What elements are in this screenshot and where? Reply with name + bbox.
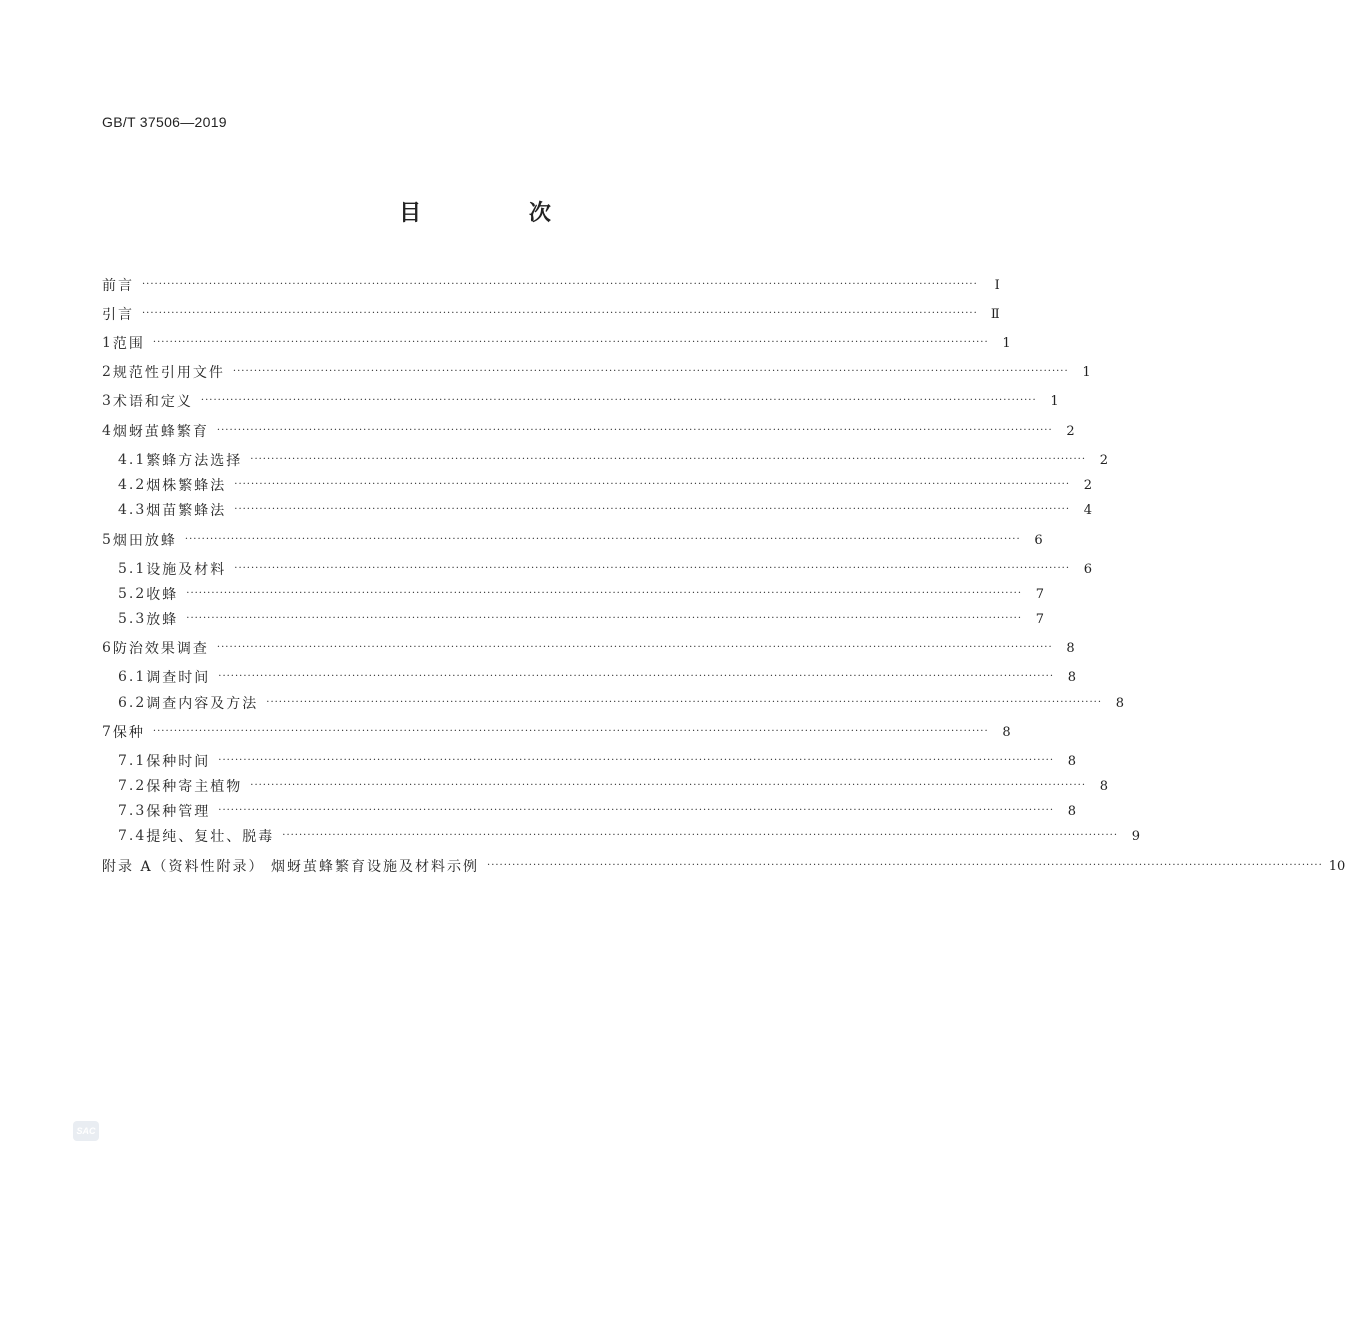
toc-entry-number: 5.2 bbox=[118, 586, 147, 602]
toc-entry-label: 保种管理 bbox=[146, 804, 211, 820]
toc-entry-label: 繁蜂方法选择 bbox=[146, 453, 243, 469]
leader-dots: ········································································································································································································ bbox=[142, 279, 978, 290]
toc-entry-number: 4.3 bbox=[118, 502, 147, 518]
leader-dots: ········································································································································································································ bbox=[232, 366, 1069, 377]
toc-entry-page: 4 bbox=[1083, 502, 1093, 518]
leader-dots: ········································································································································································································ bbox=[218, 671, 1055, 682]
leader-dots: ········································································································································································································ bbox=[234, 479, 1071, 490]
toc-entry[interactable] bbox=[118, 826, 1141, 846]
toc-entry-label: 调查时间 bbox=[146, 670, 211, 686]
toc-entry-label: 烟蚜茧蜂繁育 bbox=[112, 424, 209, 440]
toc-entry-number: 6.1 bbox=[118, 669, 147, 685]
toc-entry-number: 7.2 bbox=[118, 778, 147, 794]
toc-entry-page: 2 bbox=[1099, 452, 1109, 468]
toc-entry-label: 烟苗繁蜂法 bbox=[146, 503, 227, 519]
toc-entry-number: 4 bbox=[102, 423, 113, 439]
toc-entry-number: 7.3 bbox=[118, 803, 147, 819]
toc-entry-label: 引言 bbox=[102, 307, 134, 323]
toc-entry-label: 放蜂 bbox=[146, 612, 179, 628]
leader-dots: ········································································································································································································ bbox=[234, 504, 1071, 515]
leader-dots: ········································································································································································································ bbox=[282, 830, 1119, 841]
toc-entry-label: 收蜂 bbox=[146, 587, 179, 603]
toc-entry-label: 烟株繁蜂法 bbox=[146, 478, 227, 494]
toc-entry[interactable] bbox=[102, 333, 1011, 353]
toc-entry-page: 8 bbox=[1066, 640, 1075, 656]
leader-dots: ········································································································································································································ bbox=[216, 642, 1053, 653]
toc-entry-page: 1 bbox=[1082, 364, 1091, 380]
toc-entry-number: 3 bbox=[102, 393, 113, 409]
toc-entry[interactable] bbox=[102, 530, 1043, 550]
leader-dots: ········································································································································································································ bbox=[152, 337, 989, 348]
toc-entry-page: 8 bbox=[1067, 669, 1077, 685]
toc-entry[interactable] bbox=[118, 500, 1093, 520]
leader-dots: ········································································································································································································ bbox=[186, 613, 1023, 624]
toc-entry[interactable] bbox=[118, 776, 1109, 796]
toc-entry-page: 8 bbox=[1067, 753, 1077, 769]
toc-entry-label: 提纯、复壮、脱毒 bbox=[146, 829, 275, 845]
toc-entry-number: 6 bbox=[102, 640, 113, 656]
toc-entry-label: 防治效果调查 bbox=[112, 641, 209, 657]
leader-dots: ········································································································································································································ bbox=[250, 454, 1087, 465]
toc-entry-page: 8 bbox=[1002, 724, 1011, 740]
toc-entry-page: 9 bbox=[1131, 828, 1141, 844]
leader-dots: ········································································································································································································ bbox=[184, 534, 1021, 545]
toc-entry-label: 术语和定义 bbox=[112, 394, 193, 410]
toc-entry-page: 6 bbox=[1083, 561, 1093, 577]
toc-entry-number: 7.1 bbox=[118, 753, 147, 769]
leader-dots: ········································································································································································································ bbox=[218, 805, 1055, 816]
toc-entry[interactable] bbox=[118, 584, 1045, 604]
toc-entry-number: 5.1 bbox=[118, 561, 147, 577]
toc-entry[interactable] bbox=[118, 751, 1077, 771]
toc-entry[interactable] bbox=[118, 609, 1045, 629]
toc-entry-number: 5.3 bbox=[118, 611, 147, 627]
toc-entry-label: 范围 bbox=[112, 336, 145, 352]
leader-dots: ········································································································································································································ bbox=[186, 588, 1023, 599]
toc-entry-label: 前言 bbox=[102, 278, 134, 294]
toc-entry[interactable] bbox=[102, 391, 1059, 411]
leader-dots: ········································································································································································································ bbox=[234, 563, 1071, 574]
toc-entry-label: 保种寄主植物 bbox=[146, 779, 243, 795]
toc-entry-number: 7.4 bbox=[118, 828, 147, 844]
toc-entry[interactable] bbox=[102, 304, 1000, 324]
toc-entry[interactable] bbox=[118, 475, 1093, 495]
toc-entry-label: 烟田放蜂 bbox=[112, 533, 177, 549]
toc-entry[interactable] bbox=[118, 667, 1077, 687]
leader-dots: ········································································································································································································ bbox=[152, 726, 989, 737]
leader-dots: ········································································································································································································ bbox=[487, 860, 1323, 871]
toc-entry-page: 8 bbox=[1099, 778, 1109, 794]
toc-entry-page: 7 bbox=[1035, 586, 1045, 602]
toc-entry-page: 8 bbox=[1115, 695, 1125, 711]
toc-entry[interactable] bbox=[102, 362, 1091, 382]
toc-entry[interactable] bbox=[102, 638, 1075, 658]
leader-dots: ········································································································································································································ bbox=[142, 308, 978, 319]
toc-entry[interactable] bbox=[102, 275, 1000, 295]
toc-entry-page: 1 bbox=[1050, 393, 1059, 409]
toc-entry-page: Ⅱ bbox=[990, 306, 1000, 322]
toc-entry[interactable] bbox=[118, 559, 1093, 579]
toc-entry-label: 保种 bbox=[112, 725, 145, 741]
toc-entry-number: 1 bbox=[102, 335, 113, 351]
toc-entry[interactable] bbox=[118, 801, 1077, 821]
leader-dots: ········································································································································································································ bbox=[250, 780, 1087, 791]
sac-logo: SAC bbox=[73, 1121, 99, 1141]
toc-entry-label: 调查内容及方法 bbox=[146, 696, 259, 712]
toc-entry[interactable] bbox=[102, 856, 1345, 876]
leader-dots: ········································································································································································································ bbox=[266, 697, 1103, 708]
toc-entry-label: 附录 A（资料性附录） 烟蚜茧蜂繁育设施及材料示例 bbox=[102, 859, 480, 875]
leader-dots: ········································································································································································································ bbox=[216, 425, 1053, 436]
toc-entry-number: 6.2 bbox=[118, 695, 147, 711]
toc-entry-page: 1 bbox=[1002, 335, 1011, 351]
toc-entry[interactable] bbox=[102, 421, 1075, 441]
toc-entry-number: 4.1 bbox=[118, 452, 147, 468]
toc-entry[interactable] bbox=[102, 722, 1011, 742]
toc-entry-page: Ⅰ bbox=[994, 277, 1000, 293]
toc-entry-label: 规范性引用文件 bbox=[112, 365, 225, 381]
toc-entry-page: 6 bbox=[1034, 532, 1043, 548]
toc-entry-label: 保种时间 bbox=[146, 754, 211, 770]
toc-entry[interactable] bbox=[118, 450, 1109, 470]
toc-entry-label: 设施及材料 bbox=[146, 562, 227, 578]
standard-number: GB/T 37506—2019 bbox=[102, 114, 227, 130]
toc-entry-page: 10 bbox=[1328, 858, 1345, 874]
toc-entry-number: 2 bbox=[102, 364, 113, 380]
toc-entry[interactable] bbox=[118, 693, 1125, 713]
toc-entry-page: 8 bbox=[1067, 803, 1077, 819]
leader-dots: ········································································································································································································ bbox=[200, 395, 1037, 406]
toc-entry-page: 2 bbox=[1066, 423, 1075, 439]
toc-title: 目 次 bbox=[399, 201, 601, 226]
toc-entry-page: 7 bbox=[1035, 611, 1045, 627]
toc-entry-number: 4.2 bbox=[118, 477, 147, 493]
toc-entry-page: 2 bbox=[1083, 477, 1093, 493]
leader-dots: ········································································································································································································ bbox=[218, 755, 1055, 766]
toc-entry-number: 5 bbox=[102, 532, 113, 548]
toc-entry-number: 7 bbox=[102, 724, 113, 740]
